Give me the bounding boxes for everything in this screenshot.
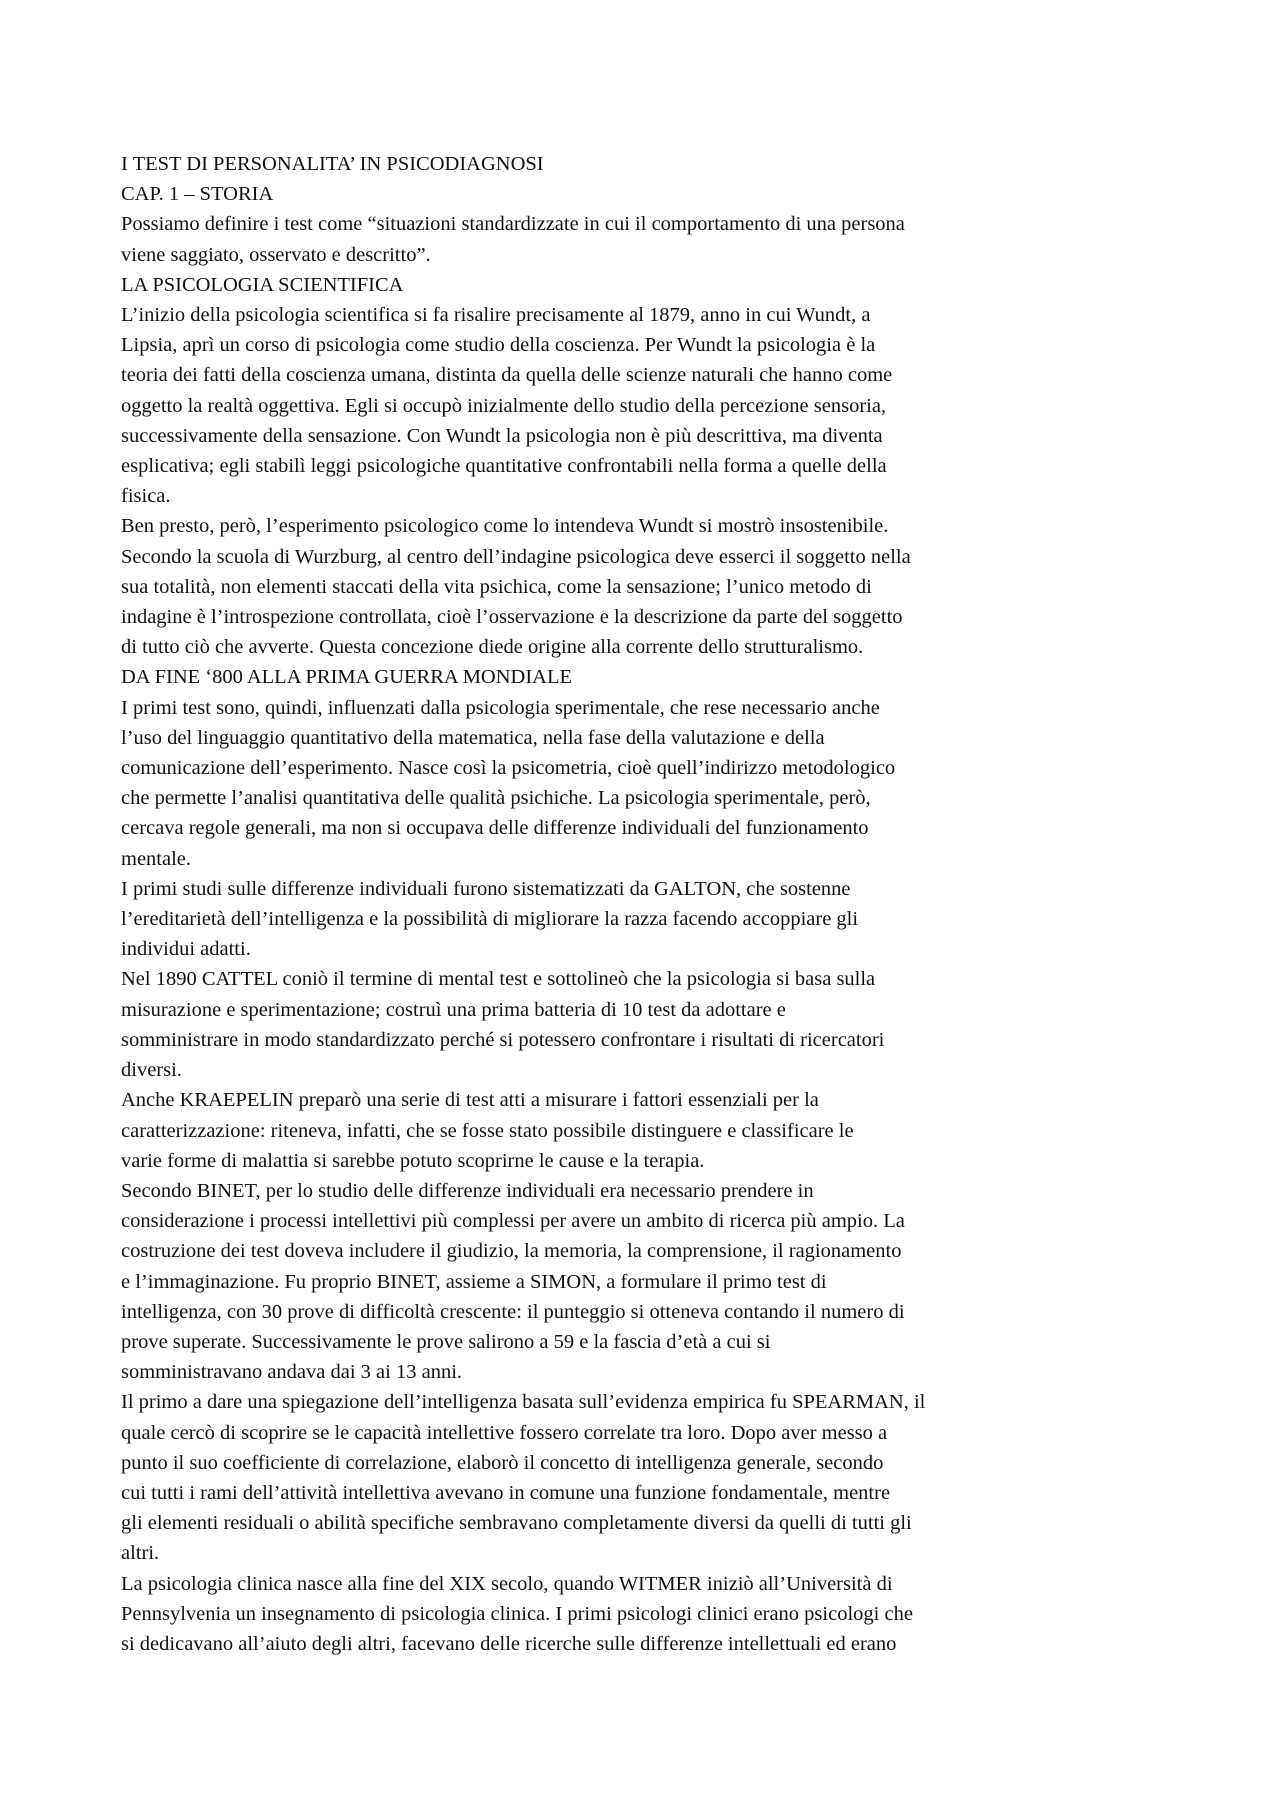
paragraph — [121, 1085, 1061, 1176]
paragraph-line: che permette l’analisi quantitativa delle qualità psichiche. La psicologia sperimentale, però, — [121, 787, 871, 810]
paragraph-line: fisica. — [121, 485, 171, 508]
paragraph-line: Nel 1890 CATTEL coniò il termine di mental test e sottolineò che la psicologia si basa sulla — [121, 968, 876, 991]
paragraph-line: teoria dei fatti della coscienza umana, distinta da quella delle scienze naturali che hanno come — [121, 364, 893, 387]
section-heading — [121, 270, 1061, 300]
paragraph-line: cui tutti i rami dell’attività intellettiva avevano in comune una funzione fondamentale, mentre — [121, 1481, 891, 1504]
paragraph-line: diversi. — [121, 1059, 182, 1082]
paragraph-line: successivamente della sensazione. Con Wundt la psicologia non è più descrittiva, ma diventa — [121, 424, 883, 447]
paragraph — [121, 511, 1061, 662]
paragraph-line: e l’immaginazione. Fu proprio BINET, assieme a SIMON, a formulare il primo test di — [121, 1270, 827, 1293]
document-title: I TEST DI PERSONALITA’ IN PSICODIAGNOSI — [121, 153, 544, 175]
paragraph — [121, 1176, 1061, 1387]
paragraph-line: Pennsylvenia un insegnamento di psicologia clinica. I primi psicologi clinici erano psicologi che — [121, 1602, 913, 1625]
paragraph-line: intelligenza, con 30 prove di difficoltà crescente: il punteggio si otteneva contando il numero di — [121, 1300, 905, 1323]
paragraph-line: si dedicavano all’aiuto degli altri, facevano delle ricerche sulle differenze intellettuali ed erano — [121, 1632, 897, 1655]
paragraph-line: altri. — [121, 1542, 160, 1565]
paragraph-line: individui adatti. — [121, 938, 251, 961]
paragraph-line: I primi studi sulle differenze individuali furono sistematizzati da GALTON, che sostenne — [121, 877, 851, 900]
heading-text: LA PSICOLOGIA SCIENTIFICA — [121, 273, 404, 296]
paragraph-line: prove superate. Successivamente le prove salirono a 59 e la fascia d’età a cui si — [121, 1330, 771, 1353]
paragraph-line: oggetto la realtà oggettiva. Egli si occupò inizialmente dello studio della percezione sensoria, — [121, 394, 887, 417]
paragraph-line: L’inizio della psicologia scientifica si fa risalire precisamente al 1879, anno in cui Wundt, a — [121, 304, 871, 327]
paragraph-line: considerazione i processi intellettivi più complessi per avere un ambito di ricerca più ampio. La — [121, 1210, 905, 1233]
paragraph-line: varie forme di malattia si sarebbe potuto scoprirne le cause e la terapia. — [121, 1149, 705, 1172]
paragraph-line: mentale. — [121, 847, 192, 870]
chapter-heading: CAP. 1 – STORIA — [121, 183, 274, 206]
paragraph-line: La psicologia clinica nasce alla fine del XIX secolo, quando WITMER iniziò all’Università di — [121, 1572, 893, 1595]
paragraph-line: misurazione e sperimentazione; costruì una prima batteria di 10 test da adottare e — [121, 998, 786, 1021]
section-heading — [121, 662, 1061, 692]
paragraph — [121, 693, 1061, 874]
document-page — [121, 149, 1061, 1659]
heading-text: DA FINE ‘800 ALLA PRIMA GUERRA MONDIALE — [121, 666, 573, 689]
paragraph-line: punto il suo coefficiente di correlazione, elaborò il concetto di intelligenza generale, secondo — [121, 1451, 884, 1474]
paragraph-line: somministrare in modo standardizzato perché si potessero confrontare i risultati di ricercatori — [121, 1028, 885, 1051]
paragraph-line: quale cercò di scoprire se le capacità intellettive fossero correlate tra loro. Dopo aver messo a — [121, 1421, 888, 1444]
paragraph-line: Possiamo definire i test come “situazioni standardizzate in cui il comportamento di una persona — [121, 213, 905, 236]
paragraph-line: Ben presto, però, l’esperimento psicologico come lo intendeva Wundt si mostrò insostenibile. — [121, 515, 889, 538]
paragraph — [121, 1569, 1061, 1660]
paragraph-line: viene saggiato, osservato e descritto”. — [121, 243, 431, 266]
paragraph-line: esplicativa; egli stabilì leggi psicologiche quantitative confrontabili nella forma a quelle della — [121, 455, 887, 478]
paragraph-line: sua totalità, non elementi staccati della vita psichica, come la sensazione; l’unico metodo di — [121, 575, 872, 598]
paragraph-line: comunicazione dell’esperimento. Nasce così la psicometria, cioè quell’indirizzo metodologico — [121, 757, 896, 780]
paragraph — [121, 1387, 1061, 1568]
paragraph-line: Anche KRAEPELIN preparò una serie di test atti a misurare i fattori essenziali per la — [121, 1089, 819, 1112]
paragraph-line: cercava regole generali, ma non si occupava delle differenze individuali del funzionamento — [121, 817, 869, 840]
paragraph — [121, 209, 1061, 269]
paragraph-line: Secondo la scuola di Wurzburg, al centro dell’indagine psicologica deve esserci il soggetto nella — [121, 545, 911, 568]
paragraph-line: l’uso del linguaggio quantitativo della matematica, nella fase della valutazione e della — [121, 726, 825, 749]
paragraph-line: somministravano andava dai 3 ai 13 anni. — [121, 1361, 463, 1384]
paragraph-line: caratterizzazione: riteneva, infatti, che se fosse stato possibile distinguere e classificare le — [121, 1119, 854, 1142]
paragraph — [121, 874, 1061, 965]
paragraph — [121, 964, 1061, 1085]
paragraph-line: costruzione dei test doveva includere il giudizio, la memoria, la comprensione, il ragionamento — [121, 1240, 902, 1263]
paragraph-line: gli elementi residuali o abilità specifiche sembravano completamente diversi da quelli di tutti gli — [121, 1512, 912, 1535]
document-body — [121, 209, 1061, 1659]
paragraph-line: di tutto ciò che avverte. Questa concezione diede origine alla corrente dello strutturalismo. — [121, 636, 864, 659]
paragraph-line: Lipsia, aprì un corso di psicologia come studio della coscienza. Per Wundt la psicologia è la — [121, 334, 876, 357]
paragraph — [121, 300, 1061, 511]
paragraph-line: l’ereditarietà dell’intelligenza e la possibilità di migliorare la razza facendo accoppiare gli — [121, 908, 859, 931]
paragraph-line: Il primo a dare una spiegazione dell’intelligenza basata sull’evidenza empirica fu SPEARMAN, il — [121, 1391, 926, 1414]
paragraph-line: Secondo BINET, per lo studio delle differenze individuali era necessario prendere in — [121, 1179, 814, 1202]
paragraph-line: I primi test sono, quindi, influenzati dalla psicologia sperimentale, che rese necessario anche — [121, 696, 880, 719]
paragraph-line: indagine è l’introspezione controllata, cioè l’osservazione e la descrizione da parte del soggetto — [121, 606, 903, 629]
